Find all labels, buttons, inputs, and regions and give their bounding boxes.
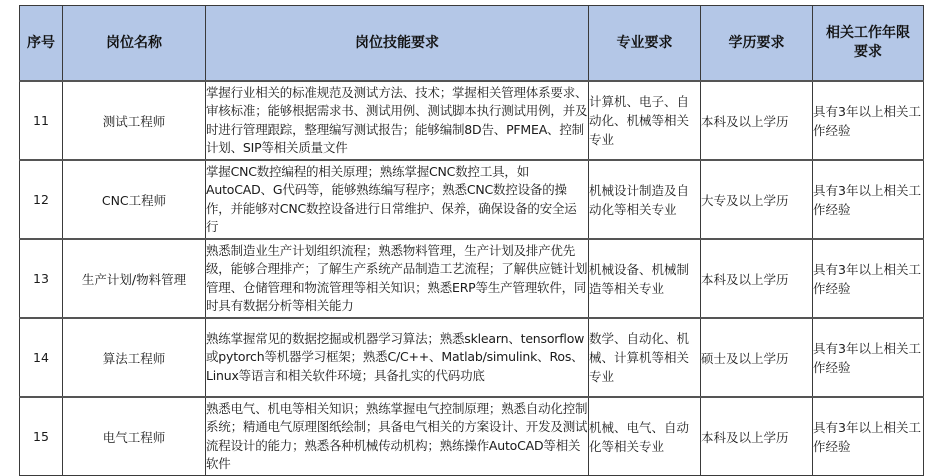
job-title: 生产计划/物料管理 [63, 239, 206, 318]
education-requirements: 本科及以上学历 [701, 239, 813, 318]
table-row [20, 397, 924, 476]
row-num: 13 [20, 239, 63, 318]
row-num: 11 [20, 81, 63, 160]
row-num: 15 [20, 397, 63, 476]
header-experience-label: 相关工作年限要求 [826, 25, 910, 60]
major-requirements: 数学、自动化、机械、计算机等相关专业 [589, 318, 701, 397]
major-requirements: 机械设计制造及自动化等相关专业 [589, 160, 701, 239]
education-requirements: 大专及以上学历 [701, 160, 813, 239]
table-row [20, 318, 924, 397]
table-row [20, 160, 924, 239]
skill-requirements: 掌握CNC数控编程的相关原理；熟练掌握CNC数控工具，如AutoCAD、G代码等，能够熟练编写程序；熟悉CNC数控设备的操作，并能够对CNC数控设备进行日常维护、保养，确保设备的安全运行 [206, 160, 589, 239]
table-header-row [20, 6, 924, 82]
experience-requirements: 具有3年以上相关工作经验 [813, 318, 924, 397]
experience-requirements: 具有3年以上相关工作经验 [813, 239, 924, 318]
table-row [20, 239, 924, 318]
job-title: 电气工程师 [63, 397, 206, 476]
major-requirements: 计算机、电子、自动化、机械等相关专业 [589, 81, 701, 160]
experience-requirements: 具有3年以上相关工作经验 [813, 397, 924, 476]
education-requirements: 本科及以上学历 [701, 397, 813, 476]
job-title: CNC工程师 [63, 160, 206, 239]
major-requirements: 机械、电气、自动化等相关专业 [589, 397, 701, 476]
header-education: 学历要求 [701, 6, 813, 82]
experience-requirements: 具有3年以上相关工作经验 [813, 160, 924, 239]
job-title: 测试工程师 [63, 81, 206, 160]
header-skills: 岗位技能要求 [206, 6, 589, 82]
skill-requirements: 掌握行业相关的标准规范及测试方法、技术；掌握相关管理体系要求、审核标准；能够根据需求书、测试用例、测试脚本执行测试用例，并及时进行管理跟踪，整理编写测试报告；能够编制8D告、PFMEA、控制计划、SIP等相关质量文件 [206, 81, 589, 160]
row-num: 14 [20, 318, 63, 397]
major-requirements: 机械设备、机械制造等相关专业 [589, 239, 701, 318]
header-experience [813, 6, 924, 82]
job-requirements-table [19, 5, 924, 476]
education-requirements: 本科及以上学历 [701, 81, 813, 160]
header-major: 专业要求 [589, 6, 701, 82]
experience-requirements: 具有3年以上相关工作经验 [813, 81, 924, 160]
job-title: 算法工程师 [63, 318, 206, 397]
education-requirements: 硕士及以上学历 [701, 318, 813, 397]
row-num: 12 [20, 160, 63, 239]
header-name: 岗位名称 [63, 6, 206, 82]
skill-requirements: 熟练掌握常见的数据挖掘或机器学习算法；熟悉sklearn、tensorflow或pytorch等机器学习框架；熟悉C/C++、Matlab/simulink、Ros、Linux等语言和相关软件环境；具备扎实的代码功底 [206, 318, 589, 397]
table-row [20, 81, 924, 160]
header-num: 序号 [20, 6, 63, 82]
skill-requirements: 熟悉电气、机电等相关知识；熟练掌握电气控制原理；熟悉自动化控制系统；精通电气原理图纸绘制；具备电气相关的方案设计、开发及测试流程设计的能力；熟悉各种机械传动机构；熟练操作AutoCAD等相关软件 [206, 397, 589, 476]
skill-requirements: 熟悉制造业生产计划组织流程；熟悉物料管理，生产计划及排产优先级，能够合理排产；了解生产系统产品制造工艺流程；了解供应链计划管理、仓储管理和物流管理等相关知识；熟悉ERP等生产管理软件，同时具有数据分析等相关能力 [206, 239, 589, 318]
